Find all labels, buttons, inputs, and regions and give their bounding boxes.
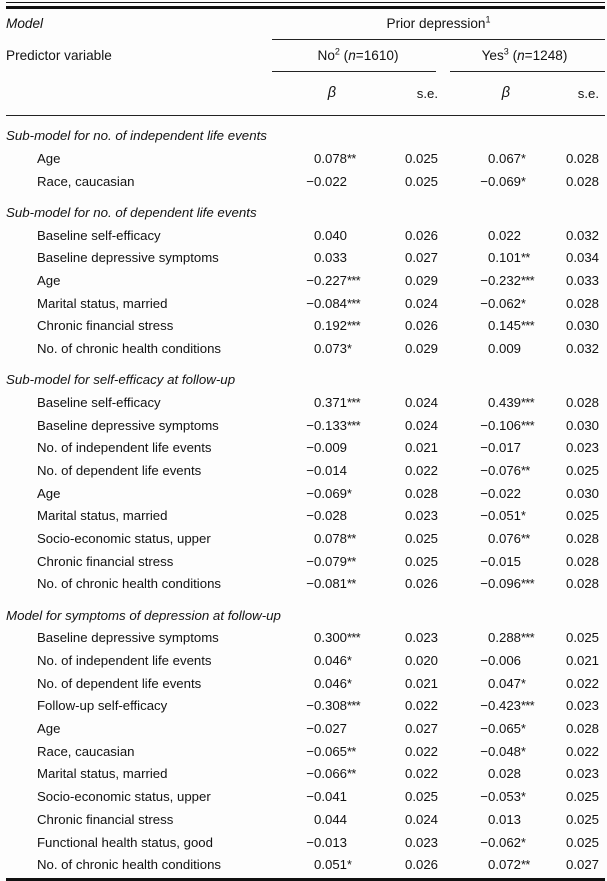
row-label: Age <box>37 273 61 289</box>
significance-stars: ** <box>521 251 530 266</box>
se-value-no: 0.025 <box>404 789 438 805</box>
se-value-no: 0.023 <box>404 508 438 524</box>
table-row <box>6 627 605 650</box>
beta-value-no: 0.078** <box>272 531 362 546</box>
se-value-no: 0.029 <box>404 341 438 357</box>
significance-stars: *** <box>521 319 535 334</box>
se-value-yes: 0.027 <box>565 857 599 873</box>
beta-value-yes: −0.096*** <box>480 576 535 592</box>
se-value-yes: 0.023 <box>565 766 599 782</box>
group-title-superscript: 1 <box>485 14 491 25</box>
group-header-yes: Yes$^3$ (n=1248) <box>481 46 568 63</box>
beta-value-yes: −0.106*** <box>480 417 535 433</box>
se-value-yes: 0.030 <box>565 417 599 433</box>
beta-value-yes: 0.028 <box>487 766 521 782</box>
beta-value-yes: 0.067* <box>444 151 536 166</box>
se-value-no: 0.022 <box>404 766 438 782</box>
row-label: Baseline depressive symptoms <box>37 630 219 646</box>
row-label: Chronic financial stress <box>37 553 174 569</box>
significance-stars: * <box>347 654 352 669</box>
se-value-yes: 0.028 <box>565 531 599 547</box>
se-value-no: 0.020 <box>404 653 438 669</box>
significance-stars: ** <box>347 577 356 592</box>
table-row <box>6 269 605 292</box>
se-value-yes: 0.025 <box>565 508 599 524</box>
significance-stars: *** <box>521 274 535 289</box>
beta-value-yes: −0.062* <box>444 835 536 850</box>
beta-value-no: −0.022 <box>306 173 347 189</box>
row-label: No. of chronic health conditions <box>37 857 222 873</box>
beta-value-yes: −0.022 <box>480 485 521 501</box>
table-row <box>6 649 605 672</box>
row-label: Chronic financial stress <box>37 811 174 827</box>
row-label: No. of dependent life events <box>37 463 202 479</box>
beta-value-yes: −0.076** <box>444 463 536 478</box>
table-row <box>6 672 605 695</box>
row-label: Chronic financial stress <box>37 318 174 334</box>
beta-value-yes: −0.065* <box>444 721 536 736</box>
row-label: Baseline depressive symptoms <box>37 417 219 433</box>
beta-value-no: −0.027 <box>306 721 347 737</box>
beta-value-no: 0.046* <box>272 676 362 691</box>
beta-value-no: −0.079** <box>272 554 362 569</box>
significance-stars: *** <box>347 395 361 410</box>
beta-value-no: 0.371*** <box>313 394 361 410</box>
beta-value-yes: −0.069* <box>444 174 536 189</box>
no-group-rule <box>272 71 436 72</box>
beta-value-yes: −0.048* <box>444 744 536 759</box>
se-value-yes: 0.025 <box>565 630 599 646</box>
significance-stars: *** <box>347 631 361 646</box>
table-row <box>6 459 605 482</box>
significance-stars: *** <box>521 395 535 410</box>
significance-stars: ** <box>347 554 356 569</box>
se-value-no: 0.025 <box>404 553 438 569</box>
se-value-no: 0.028 <box>404 485 438 501</box>
row-label: No. of chronic health conditions <box>37 341 222 357</box>
row-label: Race, caucasian <box>37 743 135 759</box>
beta-value-yes: 0.072** <box>444 857 536 872</box>
sample-size-text: (n=1248) <box>508 47 568 63</box>
table-row <box>6 695 605 718</box>
beta-value-yes: 0.009 <box>487 341 521 357</box>
se-value-yes: 0.022 <box>565 675 599 691</box>
sample-size-text: (n=1610) <box>339 47 399 63</box>
table-row <box>6 505 605 528</box>
se-value-yes: 0.028 <box>565 394 599 410</box>
significance-stars: ** <box>347 152 356 167</box>
beta-value-yes: 0.288*** <box>487 630 535 646</box>
se-value-yes: 0.033 <box>565 273 599 289</box>
se-value-yes: 0.025 <box>565 811 599 827</box>
significance-stars: *** <box>347 296 361 311</box>
significance-stars: ** <box>521 858 530 873</box>
row-label: No. of dependent life events <box>37 675 202 691</box>
row-label: Socio-economic status, upper <box>37 789 211 805</box>
row-label: Age <box>37 485 61 501</box>
beta-value-yes: 0.101** <box>444 250 536 265</box>
section-title: Model for symptoms of depression at follow-up <box>6 607 281 623</box>
table-row <box>6 414 605 437</box>
significance-stars: * <box>521 509 526 524</box>
se-column-header-yes: s.e. <box>577 85 599 101</box>
se-value-yes: 0.023 <box>565 440 599 456</box>
se-value-no: 0.022 <box>404 463 438 479</box>
table-row <box>6 437 605 460</box>
beta-value-no: 0.046* <box>272 653 362 668</box>
significance-stars: *** <box>521 577 535 592</box>
row-label: Marital status, married <box>37 508 168 524</box>
table-row <box>6 831 605 854</box>
row-label: Marital status, married <box>37 295 168 311</box>
se-value-yes: 0.025 <box>565 463 599 479</box>
table-row <box>6 527 605 550</box>
beta-value-no: −0.066** <box>272 766 362 781</box>
se-value-no: 0.024 <box>404 295 438 311</box>
table-row <box>6 853 605 876</box>
table-row <box>6 224 605 247</box>
se-value-no: 0.022 <box>404 743 438 759</box>
beta-value-yes: 0.076** <box>444 531 536 546</box>
se-value-no: 0.024 <box>404 811 438 827</box>
table-header-row-3 <box>6 72 605 115</box>
prior-depression-rule <box>272 39 605 40</box>
se-column-header-no: s.e. <box>416 85 438 101</box>
beta-value-no: −0.069* <box>272 486 362 501</box>
section-title: Sub-model for no. of independent life events <box>6 128 267 144</box>
beta-column-header-no: β <box>327 85 336 102</box>
beta-value-yes: −0.006 <box>480 653 521 669</box>
se-value-no: 0.023 <box>404 834 438 850</box>
significance-stars: * <box>521 835 526 850</box>
significance-stars: *** <box>347 699 361 714</box>
se-value-yes: 0.032 <box>565 341 599 357</box>
table-header-row-2 <box>6 40 605 71</box>
row-label: Functional health status, good <box>37 834 213 850</box>
beta-value-no: −0.009 <box>306 440 347 456</box>
significance-stars: *** <box>521 631 535 646</box>
beta-value-yes: −0.232*** <box>480 273 535 289</box>
se-value-no: 0.023 <box>404 630 438 646</box>
se-value-no: 0.025 <box>404 173 438 189</box>
row-label: Age <box>37 721 61 737</box>
se-value-no: 0.026 <box>404 857 438 873</box>
significance-stars: ** <box>521 464 530 479</box>
table-row <box>6 808 605 831</box>
group-header-no: No$^2$ (n=1610) <box>317 46 399 63</box>
row-label: Marital status, married <box>37 766 168 782</box>
se-value-yes: 0.028 <box>565 295 599 311</box>
significance-stars: * <box>521 744 526 759</box>
se-value-no: 0.021 <box>404 675 438 691</box>
significance-stars: *** <box>521 418 535 433</box>
beta-value-yes: 0.022 <box>487 227 521 243</box>
significance-stars: * <box>347 676 352 691</box>
beta-value-no: −0.013 <box>306 834 347 850</box>
table-row <box>6 763 605 786</box>
row-label: Follow-up self-efficacy <box>37 698 168 714</box>
table-row <box>6 170 605 193</box>
header-body-divider-rule <box>6 115 605 116</box>
se-value-yes: 0.034 <box>565 250 599 266</box>
table-row <box>6 315 605 338</box>
significance-stars: ** <box>347 744 356 759</box>
se-value-yes: 0.028 <box>565 576 599 592</box>
se-value-no: 0.021 <box>404 440 438 456</box>
row-label: No. of chronic health conditions <box>37 576 222 592</box>
se-value-yes: 0.025 <box>565 789 599 805</box>
beta-value-yes: −0.051* <box>444 508 536 523</box>
se-value-no: 0.027 <box>404 250 438 266</box>
row-label: Socio-economic status, upper <box>37 531 211 547</box>
beta-value-no: 0.300*** <box>313 630 361 646</box>
se-value-no: 0.024 <box>404 417 438 433</box>
beta-value-no: 0.033 <box>313 250 347 266</box>
beta-value-no: −0.041 <box>306 789 347 805</box>
row-label: Baseline self-efficacy <box>37 227 161 243</box>
se-value-yes: 0.030 <box>565 485 599 501</box>
beta-value-no: 0.044 <box>313 811 347 827</box>
table-row <box>6 147 605 170</box>
table-body <box>6 125 605 877</box>
row-label: Baseline self-efficacy <box>37 394 161 410</box>
se-value-yes: 0.028 <box>565 721 599 737</box>
significance-stars: * <box>347 858 352 873</box>
significance-stars: ** <box>347 767 356 782</box>
group-title-text: Prior depression <box>386 16 486 31</box>
row-label: Race, caucasian <box>37 173 135 189</box>
beta-value-yes: 0.145*** <box>487 318 535 334</box>
prior-depression-group-title <box>272 16 605 31</box>
beta-value-no: 0.051* <box>272 857 362 872</box>
se-value-no: 0.026 <box>404 318 438 334</box>
se-value-yes: 0.028 <box>565 173 599 189</box>
beta-value-yes: 0.013 <box>487 811 521 827</box>
beta-value-no: −0.133*** <box>306 417 361 433</box>
table-row <box>6 337 605 360</box>
table-row <box>6 482 605 505</box>
significance-stars: * <box>521 174 526 189</box>
table-header-row-1 <box>6 9 605 39</box>
se-value-yes: 0.022 <box>565 743 599 759</box>
se-value-no: 0.022 <box>404 698 438 714</box>
significance-stars: ** <box>521 532 530 547</box>
se-value-no: 0.025 <box>404 151 438 167</box>
significance-stars: ** <box>347 532 356 547</box>
se-value-yes: 0.025 <box>565 834 599 850</box>
predictor-variable-label: Predictor variable <box>6 47 112 63</box>
significance-stars: * <box>521 790 526 805</box>
significance-stars: *** <box>347 418 361 433</box>
beta-value-no: −0.081** <box>272 576 362 591</box>
group-subrules <box>6 71 605 72</box>
se-value-yes: 0.030 <box>565 318 599 334</box>
beta-value-no: 0.040 <box>313 227 347 243</box>
beta-value-no: 0.192*** <box>313 318 361 334</box>
beta-value-no: 0.073* <box>272 341 362 356</box>
beta-value-no: 0.078** <box>272 151 362 166</box>
row-label: Baseline depressive symptoms <box>37 250 219 266</box>
table-row <box>6 292 605 315</box>
beta-value-yes: −0.017 <box>480 440 521 456</box>
se-value-yes: 0.023 <box>565 698 599 714</box>
se-value-yes: 0.028 <box>565 553 599 569</box>
beta-value-no: −0.084*** <box>306 295 361 311</box>
significance-stars: * <box>347 342 352 357</box>
se-value-no: 0.026 <box>404 576 438 592</box>
beta-value-yes: 0.439*** <box>487 394 535 410</box>
table-row <box>6 391 605 414</box>
se-value-no: 0.025 <box>404 531 438 547</box>
beta-value-yes: −0.062* <box>444 296 536 311</box>
significance-stars: * <box>347 486 352 501</box>
se-value-yes: 0.032 <box>565 227 599 243</box>
se-value-no: 0.026 <box>404 227 438 243</box>
significance-stars: * <box>521 296 526 311</box>
beta-value-yes: −0.423*** <box>480 698 535 714</box>
se-value-yes: 0.028 <box>565 151 599 167</box>
table-row <box>6 550 605 573</box>
beta-value-no: −0.308*** <box>306 698 361 714</box>
table-row <box>6 573 605 596</box>
beta-value-no: −0.227*** <box>306 273 361 289</box>
se-value-no: 0.029 <box>404 273 438 289</box>
se-value-no: 0.024 <box>404 394 438 410</box>
significance-stars: *** <box>347 274 361 289</box>
model-column-label: Model <box>6 16 44 31</box>
table-row <box>6 785 605 808</box>
yes-group-rule <box>450 71 605 72</box>
beta-value-no: −0.065** <box>272 744 362 759</box>
beta-value-yes: 0.047* <box>444 676 536 691</box>
beta-value-yes: −0.015 <box>480 553 521 569</box>
beta-value-no: −0.028 <box>306 508 347 524</box>
row-label: No. of independent life events <box>37 653 212 669</box>
significance-stars: * <box>521 676 526 691</box>
beta-value-no: −0.014 <box>306 463 347 479</box>
se-value-yes: 0.021 <box>565 653 599 669</box>
significance-stars: * <box>521 722 526 737</box>
se-value-no: 0.027 <box>404 721 438 737</box>
table-row <box>6 717 605 740</box>
row-label: Age <box>37 151 61 167</box>
section-title: Sub-model for no. of dependent life events <box>6 204 257 220</box>
table-row <box>6 247 605 270</box>
section-title: Sub-model for self-efficacy at follow-up <box>6 372 236 388</box>
row-label: No. of independent life events <box>37 440 212 456</box>
significance-stars: *** <box>347 319 361 334</box>
beta-column-header-yes: β <box>501 85 510 102</box>
beta-value-yes: −0.053* <box>444 789 536 804</box>
significance-stars: *** <box>521 699 535 714</box>
significance-stars: * <box>521 152 526 167</box>
table-row <box>6 740 605 763</box>
